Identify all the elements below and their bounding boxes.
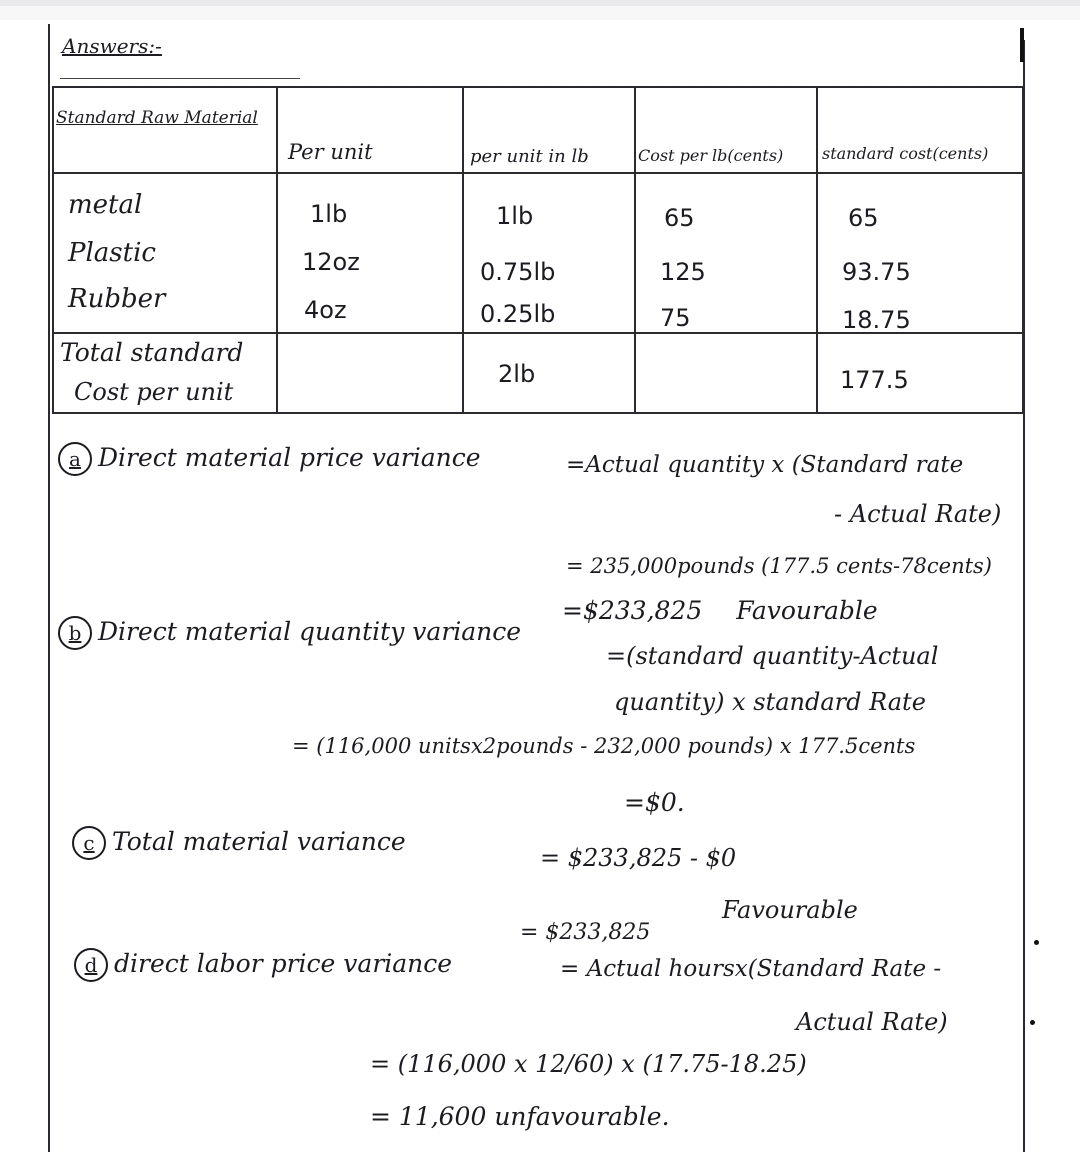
part-d-calc: = (116,000 x 12/60) x (17.75-18.25)	[370, 1050, 807, 1078]
row-rubber-standard-cost: 18.75	[842, 306, 911, 334]
page-left-margin-rule	[48, 24, 50, 1152]
part-d-heading	[74, 948, 452, 982]
row-plastic-standard-cost: 93.75	[842, 258, 911, 286]
part-b-title: Direct material quantity variance	[98, 617, 522, 646]
row-metal-per-unit: 1lb	[310, 200, 348, 228]
scroll-marker	[1020, 28, 1024, 62]
part-c-marker: c	[72, 826, 106, 860]
row-metal-standard-cost: 65	[848, 204, 879, 232]
total-per-unit-lb: 2lb	[498, 360, 536, 388]
part-a-formula-line2: - Actual Rate)	[834, 500, 1002, 528]
part-d-formula-line1: = Actual hoursx(Standard Rate -	[560, 956, 942, 982]
header-standard-raw-material: Standard Raw Material	[56, 108, 258, 128]
total-label-line1: Total standard	[60, 338, 244, 367]
viewer-top-strip	[0, 6, 1080, 20]
row-plastic-material: Plastic	[68, 238, 156, 268]
part-a-result	[562, 598, 878, 623]
part-a-formula-line1: =Actual quantity x (Standard rate	[566, 452, 964, 478]
margin-dot	[1030, 1020, 1035, 1025]
standard-cost-table	[52, 86, 1024, 414]
part-b-heading	[58, 616, 521, 650]
part-c-heading	[72, 826, 406, 860]
part-a-result-note: Favourable	[736, 596, 878, 625]
row-plastic-per-unit-lb: 0.75lb	[480, 258, 556, 286]
part-a-heading	[58, 442, 481, 476]
row-rubber-material: Rubber	[68, 284, 166, 314]
part-b-result: =$0.	[624, 788, 685, 817]
row-plastic-per-unit: 12oz	[302, 248, 360, 276]
part-c-result: = $233,825	[520, 920, 651, 945]
part-b-formula-line1: =(standard quantity-Actual	[606, 642, 939, 670]
row-metal-per-unit-lb: 1lb	[496, 202, 534, 230]
row-metal-material: metal	[68, 190, 143, 220]
row-rubber-cost-per-lb: 75	[660, 304, 691, 332]
margin-dot	[1034, 940, 1039, 945]
header-per-unit-lb: per unit in lb	[470, 146, 589, 167]
row-rubber-per-unit: 4oz	[304, 296, 347, 324]
row-rubber-per-unit-lb: 0.25lb	[480, 300, 556, 328]
part-a-calc: = 235,000pounds (177.5 cents-78cents)	[566, 554, 992, 578]
part-d-marker: d	[74, 948, 108, 982]
total-label-line2: Cost per unit	[74, 378, 234, 406]
part-d-formula-line2: Actual Rate)	[796, 1008, 948, 1036]
part-d-result: = 11,600 unfavourable.	[370, 1102, 670, 1131]
part-c-title: Total material variance	[112, 827, 406, 856]
part-a-marker: a	[58, 442, 92, 476]
header-standard-cost: standard cost(cents)	[822, 144, 989, 163]
row-plastic-cost-per-lb: 125	[660, 258, 706, 286]
part-a-result-value: =$233,825	[562, 596, 703, 625]
header-rule	[60, 78, 300, 79]
header-cost-per-lb: Cost per lb(cents)	[638, 146, 784, 165]
part-b-calc: = (116,000 unitsx2pounds - 232,000 pounds) x 177.5cents	[292, 734, 916, 758]
part-d-title: direct labor price variance	[114, 949, 453, 978]
part-c-result-note: Favourable	[722, 896, 858, 924]
header-per-unit: Per unit	[288, 140, 373, 164]
answers-heading: Answers:-	[62, 34, 162, 58]
part-a-title: Direct material price variance	[98, 443, 481, 472]
part-c-formula: = $233,825 - $0	[540, 844, 737, 872]
part-b-marker: b	[58, 616, 92, 650]
part-b-formula-line2: quantity) x standard Rate	[614, 688, 926, 716]
row-metal-cost-per-lb: 65	[664, 204, 695, 232]
total-standard-cost: 177.5	[840, 366, 909, 394]
